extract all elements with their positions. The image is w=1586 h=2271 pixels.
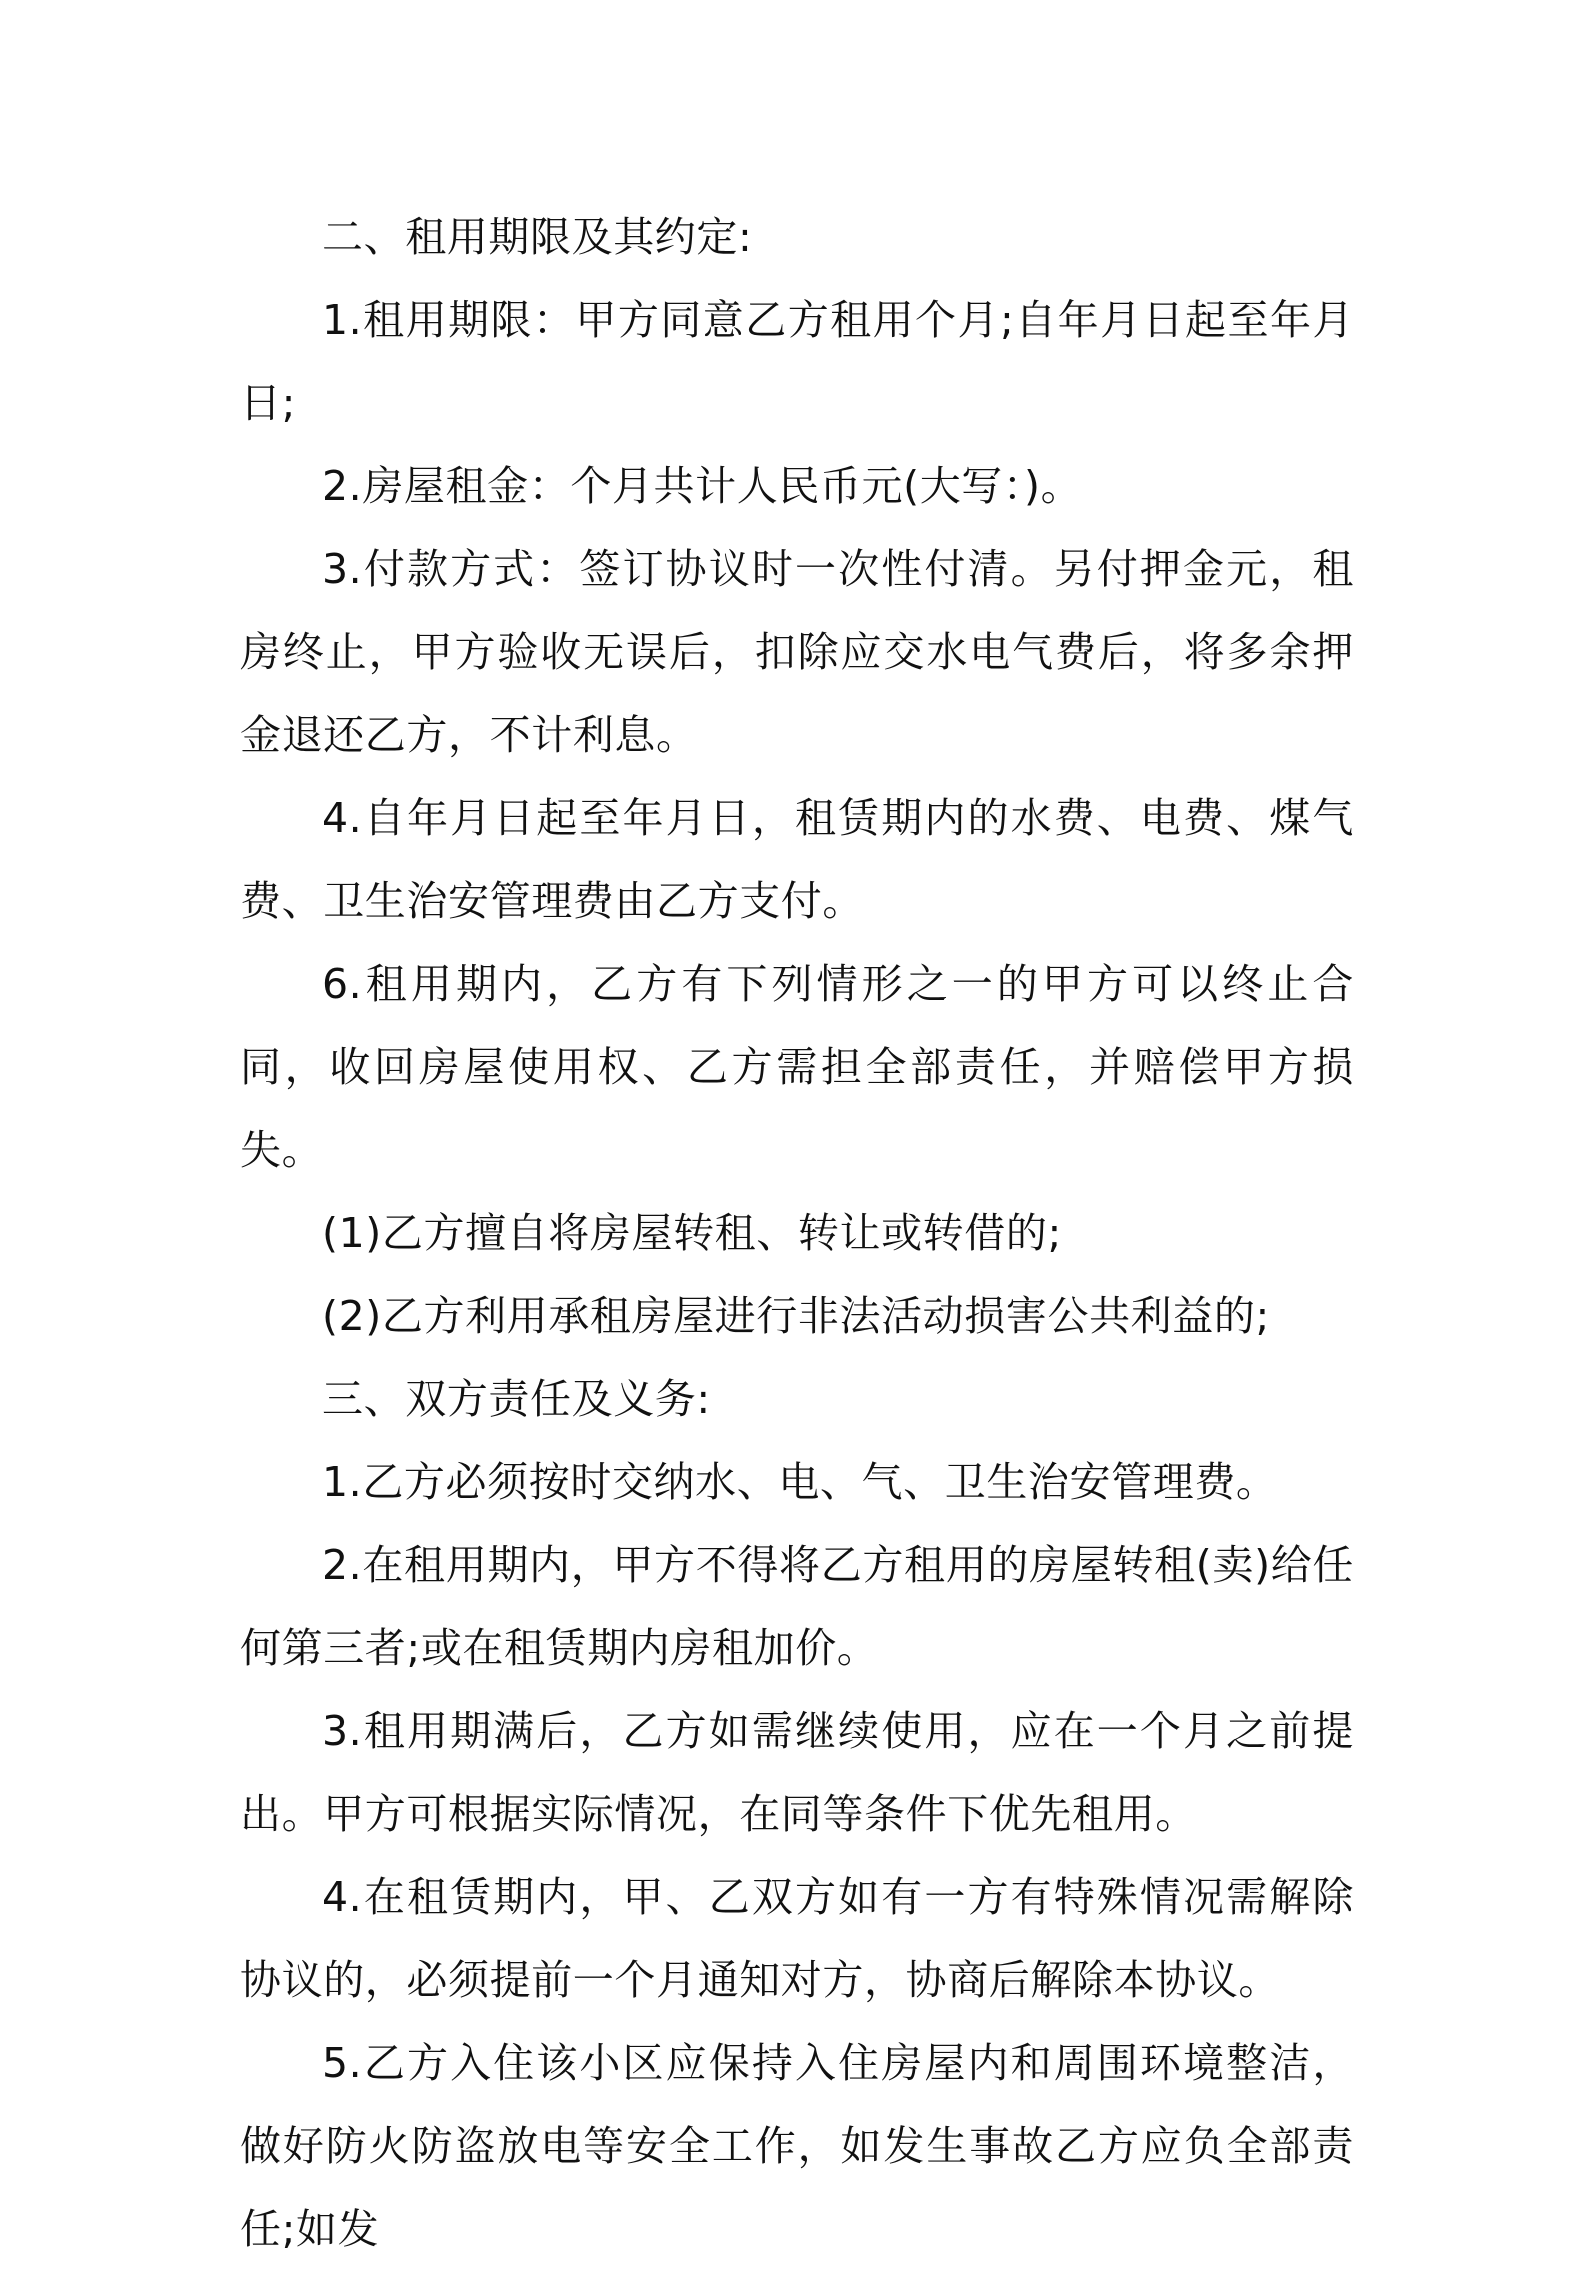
clause-termination-item-1: (1)乙方擅自将房屋转租、转让或转借的; [322,1209,1062,1257]
section-heading-term: 二、租用期限及其约定: [322,213,753,261]
clause-utility-fees: 4.自年月日起至年月日，租赁期内的水费、电费、煤气费、卫生治安管理费由乙方支付。 [240,794,1354,925]
clause-termination: 6.租用期内，乙方有下列情形之一的甲方可以终止合同，收回房屋使用权、乙方需担全部责任，并赔偿甲方损失。 [240,960,1354,1174]
obligation-2: 2.在租用期内，甲方不得将乙方租用的房屋转租(卖)给任何第三者;或在租赁期内房租加价。 [240,1541,1354,1672]
section-heading-obligations: 三、双方责任及义务: [322,1375,711,1423]
obligation-1: 1.乙方必须按时交纳水、电、气、卫生治安管理费。 [322,1458,1278,1506]
clause-payment-method: 3.付款方式：签订协议时一次性付清。另付押金元，租房终止，甲方验收无误后，扣除应交水电气费后，将多余押金退还乙方，不计利息。 [240,545,1354,759]
obligation-3: 3.租用期满后，乙方如需继续使用，应在一个月之前提出。甲方可根据实际情况，在同等条件下优先租用。 [240,1707,1354,1838]
clause-lease-term: 1.租用期限：甲方同意乙方租用个月;自年月日起至年月日; [240,296,1354,427]
clause-termination-item-2: (2)乙方利用承租房屋进行非法活动损害公共利益的; [322,1292,1270,1340]
clause-rent: 2.房屋租金：个月共计人民币元(大写：)。 [322,462,1083,510]
obligation-5: 5.乙方入住该小区应保持入住房屋内和周围环境整洁，做好防火防盗放电等安全工作，如发生事故乙方应负全部责任;如发 [240,2039,1354,2253]
obligation-4: 4.在租赁期内，甲、乙双方如有一方有特殊情况需解除协议的，必须提前一个月通知对方，协商后解除本协议。 [240,1873,1354,2004]
